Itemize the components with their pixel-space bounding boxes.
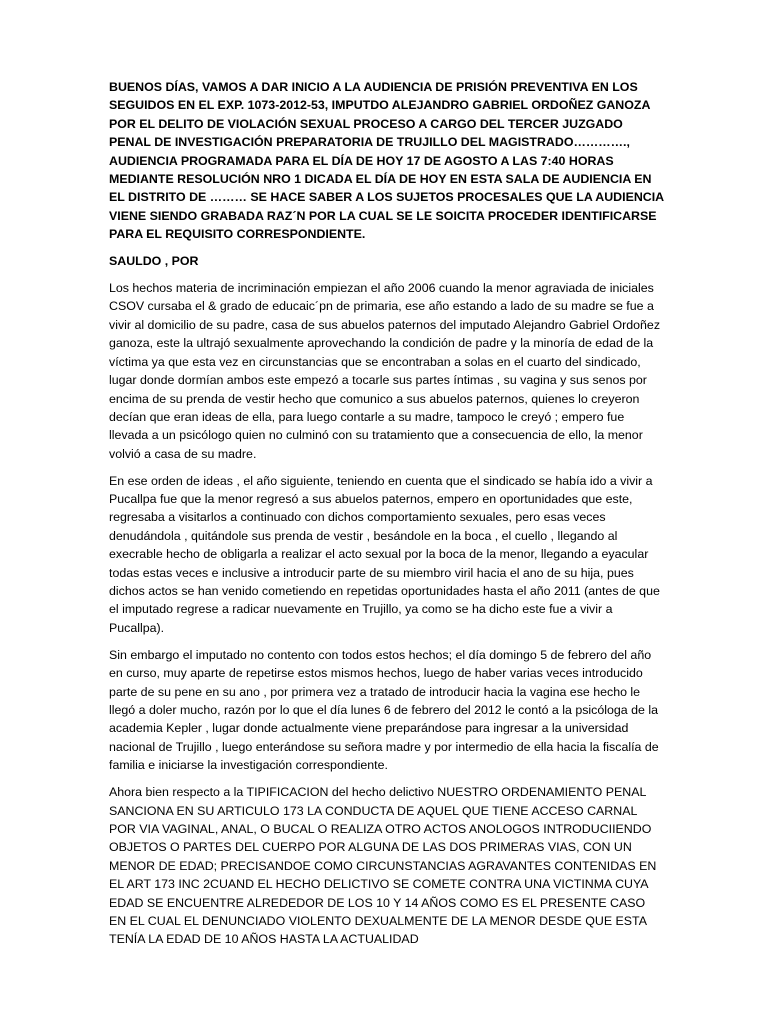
salutation-line: SAULDO , POR	[109, 254, 199, 269]
document-body	[109, 78, 664, 957]
hearing-opening-heading: BUENOS DÍAS, VAMOS A DAR INICIO A LA AUDIENCIA DE PRISIÓN PREVENTIVA EN LOS SEGUIDOS EN EL EXP. 1073-2012-53, IMPUTDO ALEJANDRO GABRIEL ORDOÑEZ GANOZA POR EL DELITO DE VIOLACIÓN SEXUAL PROCESO A CARGO DEL TERCER JUZGADO PENAL DE INVESTIGACIÓN PREPARATORIA DE TRUJILLO DEL MAGISTRADO…………., AUDIENCIA PROGRAMADA PARA EL DÍA DE HOY 17 DE AGOSTO A LAS 7:40 HORAS MEDIANTE RESOLUCIÓN NRO 1 DICADA EL DÍA DE HOY EN ESTA SALA DE AUDIENCIA EN EL DISTRITO DE ……… SE HACE SABER A LOS SUJETOS PROCESALES QUE LA AUDIENCIA VIENE SIENDO GRABADA RAZ´N POR LA CUAL SE LE SOICITA PROCEDER IDENTIFICARSE PARA EL REQUISITO CORRESPONDIENTE.	[109, 80, 664, 242]
paragraph-legal-classification: Ahora bien respecto a la TIPIFICACION del hecho delictivo NUESTRO ORDENAMIENTO PENAL SANCIONA EN SU ARTICULO 173 LA CONDUCTA DE AQUEL QUE TIENE ACCESO CARNAL POR VIA VAGINAL, ANAL, O BUCAL O REALIZA OTRO ACTOS ANOLOGOS INTRODUCIIENDO OBJETOS O PARTES DEL CUERPO POR ALGUNA DE LAS DOS PRIMERAS VIAS, CON UN MENOR DE EDAD; PRECISANDOE COMO CIRCUNSTANCIAS AGRAVANTES CONTENIDAS EN EL ART 173 INC 2CUAND EL HECHO DELICTIVO SE COMETE CONTRA UNA VICTINMA CUYA EDAD SE ENCUENTRE ALREDEDOR DE LOS 10 Y 14 AÑOS COMO ES EL PRESENTE CASO EN EL CUAL EL DENUNCIADO VIOLENTO DEXUALMENTE DE LA MENOR DESDE QUE ESTA TENÍA LA EDAD DE 10 AÑOS HASTA LA ACTUALIDAD	[109, 785, 657, 947]
paragraph-facts-following-year: En ese orden de ideas , el año siguiente, teniendo en cuenta que el sindicado se había ido a vivir a Pucallpa fue que la menor regresó a sus abuelos paternos, empero en oportunidades que este, regresaba a visitarlos a continuado con dichos comportamiento sexuales, pero esas veces denudándola , quitándole sus prenda de vestir , besándole en la boca , el cuello , llegando al execrable hecho de obligarla a realizar el acto sexual por la boca de la menor, llegando a eyacular todas estas veces e inclusive a introducir parte de su miembro viril hacia el ano de su hija, pues dichos actos se han venido cometiendo en repetidas oportunidades hasta el año 2011 (antes de que el imputado regrese a radicar nuevamente en Trujillo, ya como se ha dicho este fue a vivir a Pucallpa).	[109, 473, 660, 635]
paragraph-facts-2006: Los hechos materia de incriminación empiezan el año 2006 cuando la menor agraviada de iniciales CSOV cursaba el & grado de educaic´pn de primaria, ese año estando a lado de su madre se fue a vivir al domicilio de su padre, casa de sus abuelos paternos del imputado Alejandro Gabriel Ordoñez ganoza, este la ultrajó sexualmente aprovechando la condición de padre y la minoría de edad de la víctima ya que esta vez en circunstancias que se encontraban a solas en el cuarto del sindicado, lugar donde dormían ambos este empezó a tocarle sus partes íntimas , su vagina y sus senos por encima de su prenda de vestir hecho que comunico a sus abuelos paternos, quienes lo creyeron decían que eran ideas de ella, para luego contarle a su madre, tampoco le creyó ; empero fue llevada a un psicólogo quien no culminó con su tratamiento que a consecuencia de ello, la menor volvió a casa de su madre.	[109, 281, 661, 461]
paragraph-facts-february: Sin embargo el imputado no contento con todos estos hechos; el día domingo 5 de febrero del año en curso, muy aparte de repetirse estos mismos hechos, luego de haber varias veces introducido parte de su pene en su ano , por primera vez a tratado de introducir hacia la vagina ese hecho le llegó a doler mucho, razón por lo que el día lunes 6 de febrero del 2012 le contó a la psicóloga de la academia Kepler , lugar donde actualmente viene preparándose para ingresar a la universidad nacional de Trujillo , luego enterándose su señora madre y por intermedio de ella hacia la fiscalía de familia e iniciarse la investigación correspondiente.	[109, 647, 659, 773]
